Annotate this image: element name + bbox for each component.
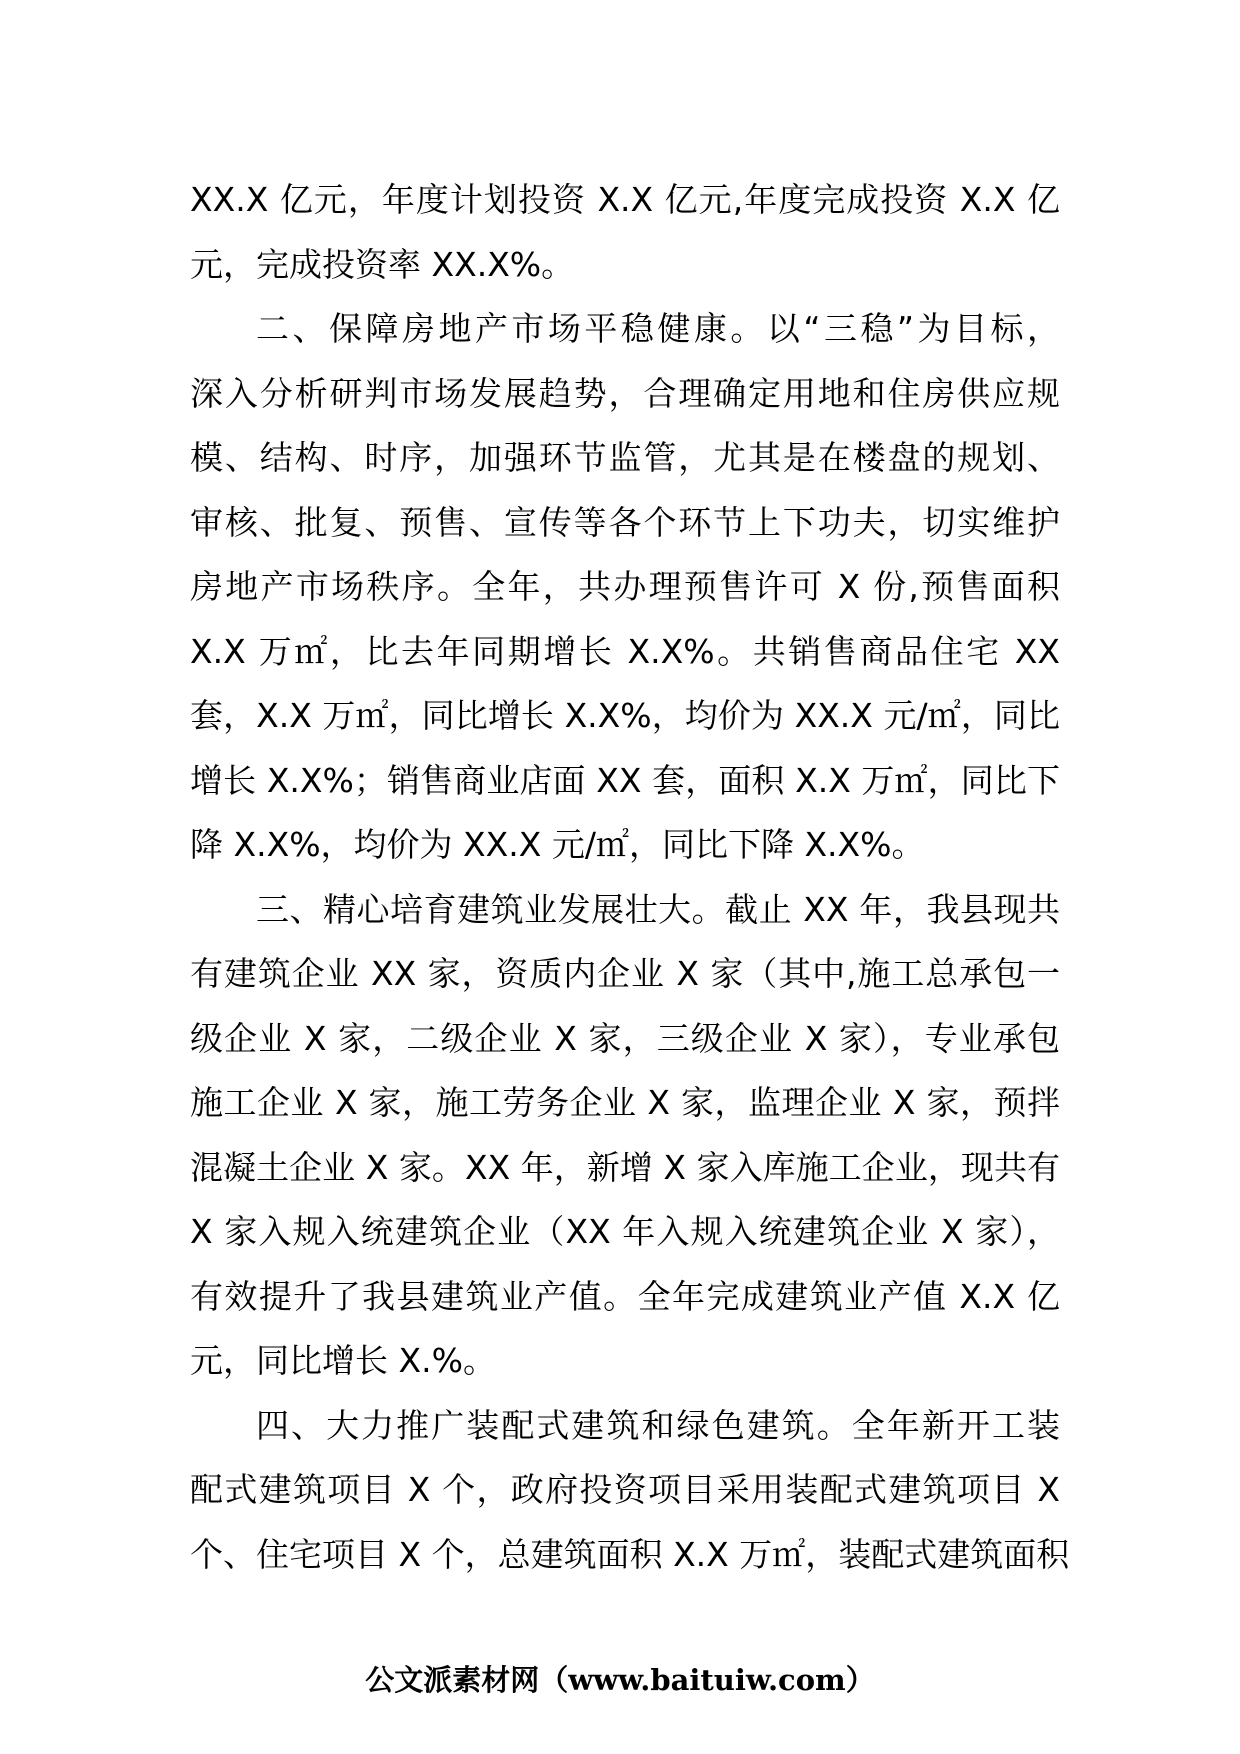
text-line: 施工企业 X 家，施工劳务企业 X 家，监理企业 X 家，预拌: [190, 1083, 1060, 1122]
text-line: 二、保障房地产市场平稳健康。以“三稳”为目标，: [256, 309, 1060, 348]
text-line: 有效提升了我县建筑业产值。全年完成建筑业产值 X.X 亿: [190, 1276, 1060, 1316]
footer-watermark: 公文派素材网（www.baituiw.com）: [365, 1663, 875, 1697]
text-line: 增长 X.X%；销售商业店面 XX 套，面积 X.X 万㎡，同比下: [190, 760, 1060, 800]
paragraph: [190, 297, 1060, 878]
text-line: 三、精心培育建筑业发展壮大。截止 XX 年，我县现共: [256, 889, 1060, 929]
text-line: X.X 万㎡，比去年同期增长 X.X%。共销售商品住宅 XX: [190, 631, 1060, 671]
paragraph: [190, 168, 1060, 297]
paragraph: [190, 878, 1060, 1394]
text-line: 个、住宅项目 X 个，总建筑面积 X.X 万㎡，装配式建筑面积: [190, 1534, 1070, 1574]
text-line: X 家入规入统建筑企业（XX 年入规入统建筑企业 X 家），: [190, 1212, 1060, 1251]
text-line: 深入分析研判市场发展趋势，合理确定用地和住房供应规: [190, 373, 1060, 413]
text-line: 降 X.X%，均价为 XX.X 元/㎡，同比下降 X.X%。: [190, 825, 925, 864]
text-line: 元，完成投资率 XX.X%。: [190, 244, 575, 284]
text-line: 套，X.X 万㎡，同比增长 X.X%，均价为 XX.X 元/㎡，同比: [190, 696, 1060, 735]
text-line: 混凝土企业 X 家。XX 年，新增 X 家入库施工企业，现共有: [190, 1147, 1060, 1187]
text-line: 房地产市场秩序。全年，共办理预售许可 X 份,预售面积: [190, 567, 1060, 606]
text-line: 配式建筑项目 X 个，政府投资项目采用装配式建筑项目 X: [190, 1470, 1060, 1509]
text-line: XX.X 亿元，年度计划投资 X.X 亿元,年度完成投资 X.X 亿: [190, 180, 1061, 219]
paragraph: [190, 1394, 1070, 1588]
text-line: 级企业 X 家，二级企业 X 家，三级企业 X 家），专业承包: [190, 1018, 1060, 1058]
text-line: 模、结构、时序，加强环节监管，尤其是在楼盘的规划、: [190, 438, 1060, 477]
text-line: 四、大力推广装配式建筑和绿色建筑。全年新开工装: [256, 1405, 1060, 1445]
text-line: 元，同比增长 X.%。: [190, 1341, 496, 1380]
text-line: 审核、批复、预售、宣传等各个环节上下功夫，切实维护: [190, 502, 1060, 542]
document-body: [190, 168, 1070, 1587]
text-line: 有建筑企业 XX 家，资质内企业 X 家（其中,施工总承包一: [190, 954, 1060, 993]
